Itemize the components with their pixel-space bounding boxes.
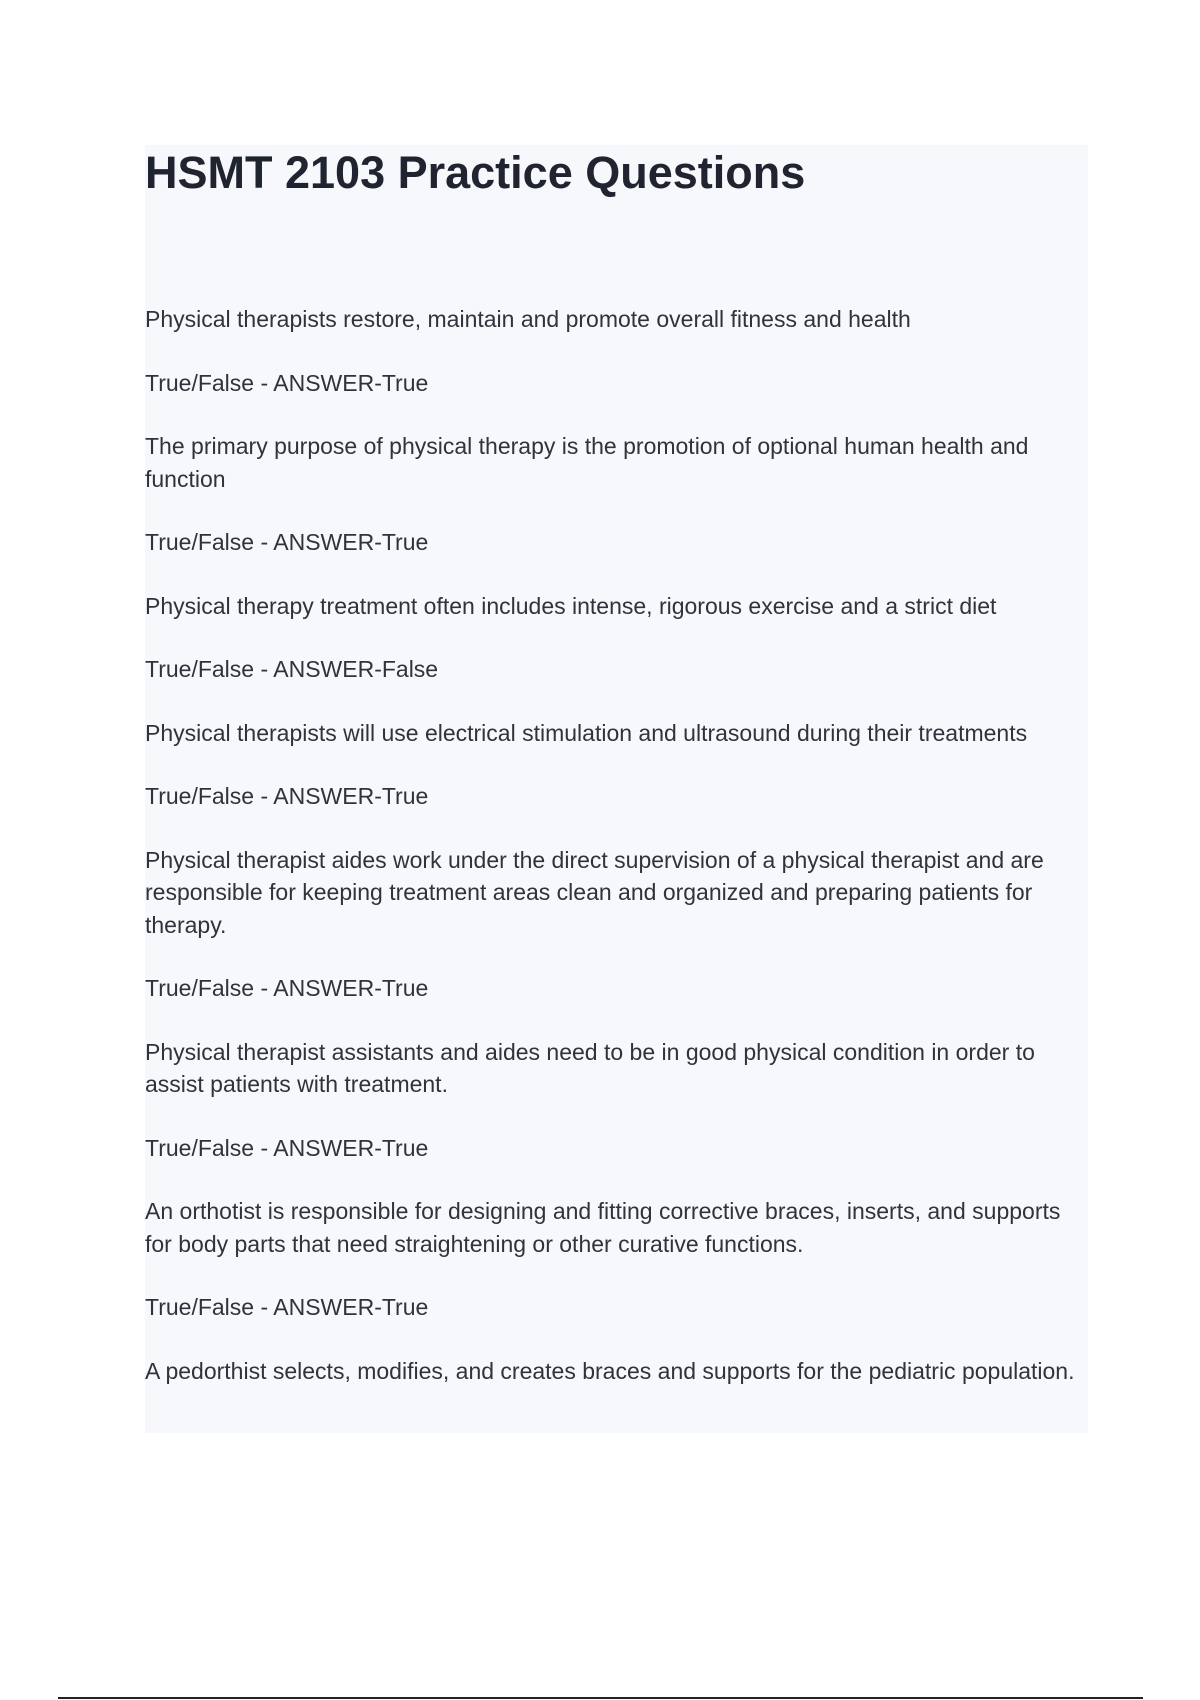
question-text: Physical therapists restore, maintain and promote overall fitness and health <box>145 306 911 332</box>
answer-text: True/False - ANSWER-True <box>145 1294 429 1320</box>
question-text: Physical therapist assistants and aides need to be in good physical condition in order to assist patients with treatment. <box>145 1038 1035 1097</box>
question-text: Physical therapy treatment often includes intense, rigorous exercise and a strict diet <box>145 592 997 619</box>
question-text: Physical therapist aides work under the direct supervision of a physical therapist and are responsible for keeping treatment areas clean and organized and preparing patients for therapy. <box>145 846 1044 938</box>
answer-text: True/False - ANSWER-True <box>145 1134 429 1161</box>
answer-text: True/False - ANSWER-True <box>145 783 429 809</box>
footer-divider <box>58 1697 1143 1699</box>
answer-text: True/False - ANSWER-False <box>145 656 439 682</box>
question-text: An orthotist is responsible for designing and fitting corrective braces, inserts, and supports for body parts that need straightening or other curative functions. <box>145 1198 1061 1257</box>
question-text: Physical therapists will use electrical stimulation and ultrasound during their treatments <box>145 719 1028 746</box>
question-text: A pedorthist selects, modifies, and creates braces and supports for the pediatric population. <box>145 1357 1075 1384</box>
question-text: The primary purpose of physical therapy is the promotion of optional human health and function <box>145 433 1029 492</box>
page-title: HSMT 2103 Practice Questions <box>145 147 806 198</box>
answer-text: True/False - ANSWER-True <box>145 369 429 396</box>
answer-text: True/False - ANSWER-True <box>145 529 429 555</box>
answer-text: True/False - ANSWER-True <box>145 975 429 1001</box>
question-list <box>145 303 1090 1387</box>
